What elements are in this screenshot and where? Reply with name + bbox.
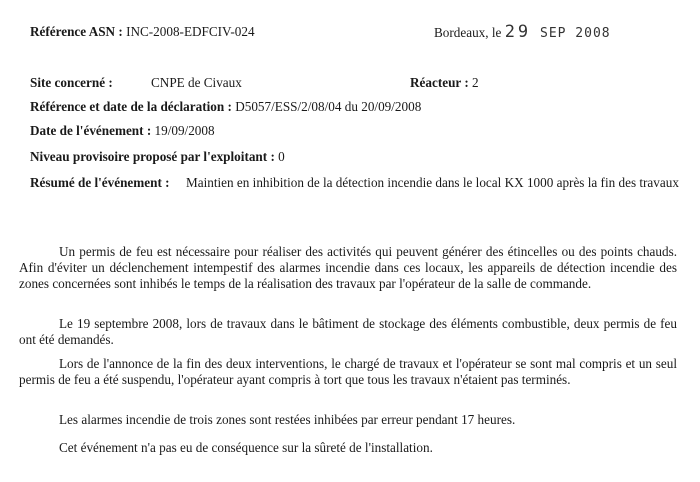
declaration-field: [30, 99, 421, 115]
place-date-prefix: Bordeaux, le: [434, 25, 502, 40]
event-date-label: Date de l'événement :: [30, 123, 152, 138]
event-date-value: 19/09/2008: [154, 123, 215, 138]
paragraph-2: Le 19 septembre 2008, lors de travaux dans le bâtiment de stockage des éléments combustible, deux permis de feu ont été demandés.: [19, 316, 677, 348]
ref-asn-label: Référence ASN :: [30, 24, 123, 39]
site-field: [30, 75, 113, 91]
event-date-field: [30, 123, 215, 139]
paragraph-3: Lors de l'annonce de la fin des deux interventions, le chargé de travaux et l'opérateur se sont mal compris et un seul permis de feu a été suspendu, l'opérateur ayant compris à tort que tous les travaux n'étaient pas terminés.: [19, 356, 677, 388]
ref-asn: [30, 24, 255, 40]
date-stamp: [504, 22, 611, 42]
reactor-field: [410, 75, 479, 91]
date-stamp-month-year: SEP 2008: [540, 26, 611, 41]
site-value-wrap: [151, 75, 242, 91]
reactor-value: 2: [472, 75, 479, 90]
level-value: 0: [278, 149, 285, 164]
summary-field: [30, 175, 170, 191]
summary-value: Maintien en inhibition de la détection incendie dans le local KX 1000 après la fin des travaux: [186, 175, 679, 190]
reactor-label: Réacteur :: [410, 75, 469, 90]
summary-label: Résumé de l'événement :: [30, 175, 170, 190]
place-date: [434, 24, 611, 42]
declaration-value: D5057/ESS/2/08/04 du 20/09/2008: [235, 99, 422, 114]
paragraph-4: Les alarmes incendie de trois zones sont restées inhibées par erreur pendant 17 heures.: [59, 412, 516, 427]
level-label: Niveau provisoire proposé par l'exploitant :: [30, 149, 275, 164]
date-stamp-day: 29: [504, 22, 532, 42]
site-value: CNPE de Civaux: [151, 75, 242, 90]
declaration-label: Référence et date de la déclaration :: [30, 99, 232, 114]
paragraph-5: Cet événement n'a pas eu de conséquence sur la sûreté de l'installation.: [59, 440, 433, 455]
paragraph-1: Un permis de feu est nécessaire pour réaliser des activités qui peuvent générer des étincelles ou des points chauds. Afin d'éviter un déclenchement intempestif des alarmes incendie dans ces locaux, les appareils de détection incendie des zones concernées sont inhibés le temps de la réalisation des travaux par l'opérateur de la salle de commande.: [19, 244, 677, 292]
site-label: Site concerné :: [30, 75, 113, 90]
ref-asn-value: INC-2008-EDFCIV-024: [126, 24, 255, 39]
level-field: [30, 149, 285, 165]
